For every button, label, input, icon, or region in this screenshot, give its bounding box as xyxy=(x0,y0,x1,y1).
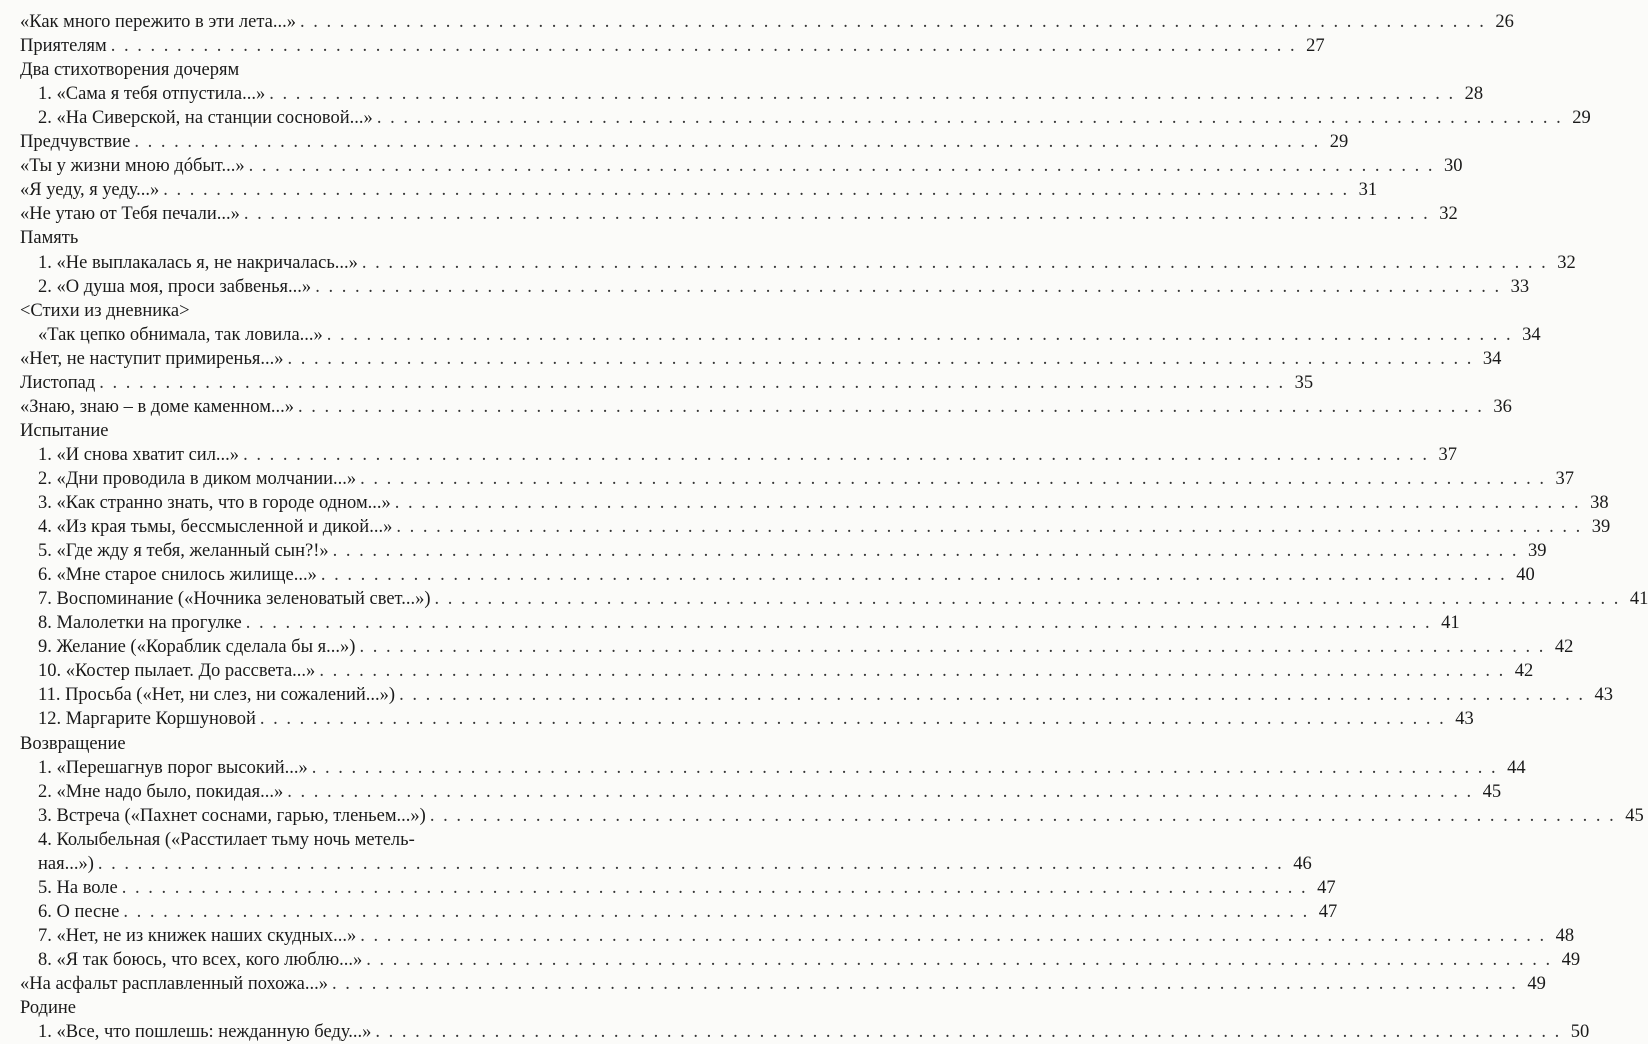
toc-entry xyxy=(0,683,1613,707)
toc-entry xyxy=(0,371,1314,395)
dot-leader xyxy=(327,323,1513,347)
page-number: 38 xyxy=(1590,493,1609,513)
dot-leader xyxy=(359,635,1545,659)
dot-leader xyxy=(362,251,1548,275)
toc-entry-title: 8. Малолетки на прогулке xyxy=(38,613,242,634)
toc-entry-title: 2. «Дни проводила в диком молчании...» xyxy=(38,468,357,489)
toc-entry-title: 11. Просьба («Нет, ни слез, ни сожалений...») xyxy=(38,685,396,706)
toc-entry-line xyxy=(38,563,1535,587)
toc-entry-title: «Знаю, знаю – в доме каменном...» xyxy=(20,396,295,417)
dot-leader xyxy=(300,10,1486,34)
page-number: 43 xyxy=(1455,709,1474,730)
dot-leader xyxy=(243,443,1429,467)
toc-entry-title: 2. «На Сиверской, на станции сосновой...» xyxy=(38,108,373,129)
toc-entry xyxy=(0,900,1338,924)
toc-entry-line xyxy=(20,732,546,756)
toc-entry-title: «Я уеду, я уеду...» xyxy=(20,180,160,201)
toc-entry-title: 2. «Мне надо было, покидая...» xyxy=(38,781,284,802)
toc-entry-title: «Не утаю от Тебя печали...» xyxy=(20,204,240,225)
toc-entry-title: ная...») xyxy=(38,853,94,874)
page-number: 45 xyxy=(1482,781,1502,802)
toc-entry-line xyxy=(20,395,1512,419)
toc-entry xyxy=(0,563,1535,587)
dot-leader xyxy=(288,347,1474,371)
toc-entry-title: 3. «Как странно знать, что в городе одном...» xyxy=(38,493,391,513)
dot-leader xyxy=(315,275,1501,299)
toc-entry-line xyxy=(20,371,1314,395)
toc-entry-line xyxy=(38,611,1460,635)
toc-entry-line xyxy=(38,707,1474,731)
toc-entry-line xyxy=(38,467,1575,491)
page-number: 26 xyxy=(1495,12,1514,32)
dot-leader xyxy=(312,756,1498,780)
toc-entry-line xyxy=(20,299,546,323)
toc-entry-title: «Как много пережито в эти лета...» xyxy=(20,12,297,32)
toc-entry xyxy=(0,996,560,1020)
toc-entry xyxy=(0,732,560,756)
page-number: 27 xyxy=(1306,36,1325,57)
page-number: 49 xyxy=(1527,974,1546,994)
toc-entry-title: 6. О песне xyxy=(38,901,120,922)
dot-leader xyxy=(321,563,1507,587)
toc-entry xyxy=(0,539,1547,563)
toc-entry-title: 7. Воспоминание («Ночника зеленоватый свет...») xyxy=(38,589,431,610)
toc-entry xyxy=(0,467,1575,491)
toc-entry xyxy=(0,948,1581,972)
toc-entry-line xyxy=(38,852,1312,876)
page-number: 44 xyxy=(1507,757,1526,778)
toc-entry xyxy=(0,395,1512,419)
toc-entry xyxy=(0,82,1484,106)
toc-entry xyxy=(0,347,1502,371)
toc-entry-line xyxy=(38,659,1534,683)
page-number: 36 xyxy=(1493,396,1512,417)
toc-entry-line xyxy=(38,82,1484,106)
page-number: 50 xyxy=(1570,1022,1590,1043)
toc-entry-title: 10. «Костер пылает. До рассвета...» xyxy=(38,661,316,682)
toc-entry xyxy=(0,178,1378,202)
page-number: 48 xyxy=(1555,925,1575,946)
toc-entry-title: Приятелям xyxy=(20,36,107,57)
dot-leader xyxy=(244,202,1430,226)
toc-entry-title: «Так цепко обнимала, так ловила...» xyxy=(38,324,323,345)
dot-leader xyxy=(287,780,1473,804)
toc-entry-line xyxy=(38,251,1576,275)
dot-leader xyxy=(430,804,1616,828)
toc-entry-title: <Стихи из дневника> xyxy=(20,300,190,321)
toc-entry-line xyxy=(38,443,1457,467)
toc-entry-line xyxy=(38,948,1581,972)
toc-entry-title: «На асфальт расплавленный похожа...» xyxy=(20,974,328,994)
toc-entry xyxy=(0,154,1463,178)
toc-entry-line xyxy=(38,587,1648,611)
toc-entry xyxy=(0,804,1644,828)
page-number: 29 xyxy=(1572,108,1591,129)
dot-leader xyxy=(395,491,1581,515)
toc-entry xyxy=(0,130,1349,154)
toc-entry-line xyxy=(38,106,1591,130)
toc-entry-title: 1. «Все, что пошлешь: нежданную беду...» xyxy=(38,1022,372,1043)
toc-entry xyxy=(0,491,1609,515)
dot-leader xyxy=(269,82,1455,106)
page-number: 41 xyxy=(1629,589,1648,610)
dot-leader xyxy=(98,852,1284,876)
dot-leader xyxy=(298,395,1484,419)
toc-entry xyxy=(0,58,560,82)
toc-entry-title: Возвращение xyxy=(20,733,126,754)
toc-entry xyxy=(0,828,560,852)
dot-leader xyxy=(396,515,1582,539)
toc-entry-line xyxy=(20,996,546,1020)
toc-entry xyxy=(0,251,1576,275)
toc-entry-line xyxy=(38,900,1338,924)
dot-leader xyxy=(123,900,1309,924)
page-number: 46 xyxy=(1293,853,1312,874)
toc-entry-title: Родине xyxy=(20,998,76,1019)
toc-entry-line xyxy=(20,58,546,82)
toc-entry-title: 4. Колыбельная («Расстилает тьму ночь метель- xyxy=(38,829,415,850)
toc-entry-title: Два стихотворения дочерям xyxy=(20,60,240,81)
dot-leader xyxy=(332,972,1518,996)
toc-entry xyxy=(0,106,1591,130)
toc-entry xyxy=(0,611,1460,635)
toc-entry xyxy=(0,10,1514,34)
toc-entry xyxy=(0,852,1312,876)
page-number: 33 xyxy=(1510,276,1530,297)
toc-entry-line xyxy=(38,491,1609,515)
page-number: 32 xyxy=(1557,252,1576,273)
toc-entry-title: «Нет, не наступит примиренья...» xyxy=(20,348,284,369)
dot-leader xyxy=(375,1020,1561,1044)
page-number: 39 xyxy=(1591,517,1611,538)
toc-entry xyxy=(0,780,1502,804)
dot-leader xyxy=(319,659,1505,683)
toc-entry-line xyxy=(38,515,1611,539)
page-number: 35 xyxy=(1294,372,1314,393)
toc-entry-line xyxy=(20,154,1463,178)
dot-leader xyxy=(366,948,1552,972)
toc-entry xyxy=(0,1020,1590,1044)
dot-leader xyxy=(111,34,1297,58)
dot-leader xyxy=(399,683,1585,707)
page-number: 34 xyxy=(1482,348,1502,369)
toc-entry-title: 1. «Не выплакалась я, не накричалась...» xyxy=(38,252,358,273)
page-number: 41 xyxy=(1441,613,1460,634)
toc-entry xyxy=(0,659,1534,683)
toc-entry-line xyxy=(20,10,1514,34)
toc-entry-title: «Ты у жизни мною дóбыт...» xyxy=(20,156,245,177)
dot-leader xyxy=(134,130,1320,154)
dot-leader xyxy=(122,876,1308,900)
page-number: 45 xyxy=(1625,805,1644,826)
toc-entry-line xyxy=(20,419,546,443)
page-number: 42 xyxy=(1554,637,1574,658)
toc-entry xyxy=(0,707,1474,731)
toc-entry-line xyxy=(38,780,1502,804)
toc-entry-line xyxy=(38,924,1575,948)
toc-entry-line xyxy=(20,347,1502,371)
toc-entry xyxy=(0,635,1574,659)
page-number: 30 xyxy=(1443,156,1463,177)
toc-entry-title: 5. «Где жду я тебя, желанный сын?!» xyxy=(38,541,329,562)
toc-entry-line xyxy=(20,226,546,250)
toc-entry-line xyxy=(38,275,1530,299)
toc-entry-title: 7. «Нет, не из книжек наших скудных...» xyxy=(38,925,357,946)
dot-leader xyxy=(360,467,1546,491)
toc-entry-line xyxy=(38,756,1526,780)
dot-leader xyxy=(360,924,1546,948)
dot-leader xyxy=(246,611,1432,635)
toc-entry xyxy=(0,202,1458,226)
toc-entry-line xyxy=(20,972,1546,996)
toc-entry-title: Листопад xyxy=(20,372,96,393)
page-number: 32 xyxy=(1439,204,1458,225)
toc-entry-title: Испытание xyxy=(20,420,109,441)
page-number: 40 xyxy=(1516,565,1535,586)
toc-entry-title: 1. «Сама я тебя отпустила...» xyxy=(38,84,266,105)
toc-entry-line xyxy=(20,34,1325,58)
toc-entry-line xyxy=(38,635,1574,659)
toc-entry xyxy=(0,299,560,323)
toc-entry-line xyxy=(20,202,1458,226)
dot-leader xyxy=(377,106,1563,130)
toc-entry-title: 4. «Из края тьмы, бессмысленной и дикой...» xyxy=(38,517,393,538)
toc-entry-title: 1. «Перешагнув порог высокий...» xyxy=(38,757,308,778)
dot-leader xyxy=(333,539,1519,563)
toc-entry-line xyxy=(38,1020,1590,1044)
toc-entry-line xyxy=(38,683,1613,707)
toc-entry xyxy=(0,924,1575,948)
toc-entry xyxy=(0,587,1648,611)
toc-entry-line xyxy=(20,178,1378,202)
page-number: 37 xyxy=(1438,444,1457,465)
page-number: 28 xyxy=(1464,84,1484,105)
page-number: 37 xyxy=(1555,468,1575,489)
toc-entry-title: Предчувствие xyxy=(20,132,131,153)
page-number: 43 xyxy=(1594,685,1613,706)
toc-entry-title: 9. Желание («Кораблик сделала бы я...») xyxy=(38,637,356,658)
toc-entry xyxy=(0,756,1526,780)
toc-entry xyxy=(0,876,1336,900)
toc-entry-title: Память xyxy=(20,228,79,249)
dot-leader xyxy=(260,707,1446,731)
dot-leader xyxy=(249,154,1435,178)
toc-entry-title: 12. Маргарите Коршуновой xyxy=(38,709,256,730)
toc-entry xyxy=(0,515,1611,539)
toc-entry-line xyxy=(38,876,1336,900)
page-number: 34 xyxy=(1522,324,1541,345)
toc-entry xyxy=(0,972,1546,996)
page-number: 49 xyxy=(1561,949,1581,970)
toc-entry xyxy=(0,419,560,443)
dot-leader xyxy=(163,178,1349,202)
page-number: 47 xyxy=(1318,901,1338,922)
toc-entry xyxy=(0,275,1530,299)
page-number: 29 xyxy=(1329,132,1349,153)
toc-entry-title: 1. «И снова хватит сил...» xyxy=(38,444,240,465)
page-number: 42 xyxy=(1514,661,1534,682)
toc-entry xyxy=(0,323,1541,347)
toc-entry-title: 6. «Мне старое снилось жилище...» xyxy=(38,565,317,586)
toc-entry-title: 5. На воле xyxy=(38,877,118,898)
toc-entry-line xyxy=(38,539,1547,563)
toc-entry xyxy=(0,226,560,250)
page-number: 39 xyxy=(1528,541,1547,562)
toc-entry xyxy=(0,443,1457,467)
dot-leader xyxy=(99,371,1285,395)
page-number: 47 xyxy=(1317,877,1336,898)
toc-entry-line xyxy=(20,130,1349,154)
toc-entry-title: 2. «О душа моя, проси забвенья...» xyxy=(38,276,312,297)
dot-leader xyxy=(435,587,1621,611)
toc-entry-title: 3. Встреча («Пахнет соснами, гарью, тленьем...») xyxy=(38,805,426,826)
page-number: 31 xyxy=(1358,180,1378,201)
toc-entry-line xyxy=(38,323,1541,347)
toc-entry-title: 8. «Я так боюсь, что всех, кого люблю...» xyxy=(38,949,363,970)
toc-entry xyxy=(0,34,1325,58)
toc-entry-line xyxy=(38,804,1644,828)
